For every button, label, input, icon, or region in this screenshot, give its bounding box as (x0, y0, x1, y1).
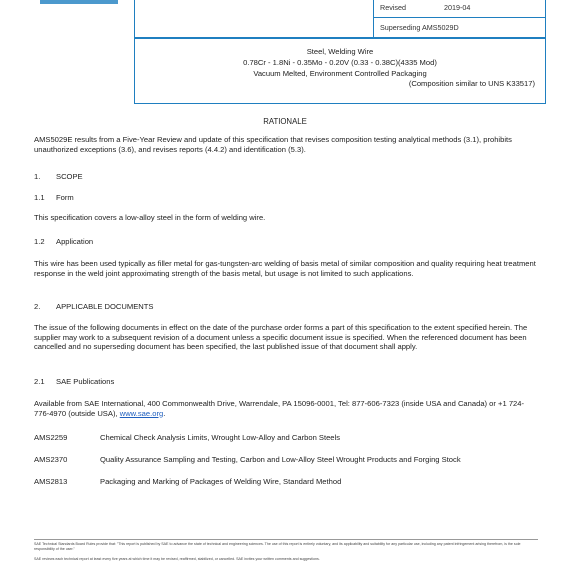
footer-disclaimer: SAE Technical Standards Board Rules provide that: "This report is published by SAE to advance the state of technical and engineering sciences. The use of this report is entirely voluntary, and its applicability and suitability for any particular use, including any patent infringement arising therefrom, is the sole responsibility of the user." (34, 542, 521, 551)
section-1-heading (34, 172, 83, 182)
rationale-heading: RATIONALE (263, 117, 307, 126)
sae-address-text: Available from SAE International, 400 Commonwealth Drive, Warrendale, PA 15096-0001, Tel: 877-606-7323 (inside USA and Canada) or +1 724-776-4970 (outside USA), (34, 399, 525, 418)
title-line-2: 0.78Cr - 1.8Ni - 0.35Mo - 0.20V (0.33 - 0.38C)(4335 Mod) (243, 58, 437, 67)
sae-website-link[interactable]: www.sae.org (119, 408, 164, 418)
header-info-box (134, 0, 546, 38)
document-code: AMS2370 (34, 455, 68, 464)
document-description: Packaging and Marking of Packages of Welding Wire, Standard Method (100, 477, 342, 486)
section-1-2-text: This wire has been used typically as filler metal for gas-tungsten-arc welding of basis metal of similar composition and quality requiring heat treatment response in the weld joint approximating strength of the basis metal, but usage is not limited to such applications. (34, 259, 536, 278)
document-description: Quality Assurance Sampling and Testing, Carbon and Low-Alloy Steel Wrought Products and Forging Stock (100, 455, 461, 464)
title-line-4: (Composition similar to UNS K33517) (408, 79, 535, 88)
header-accent-bar (40, 0, 118, 4)
section-1-2-heading (34, 237, 93, 247)
revised-label: Revised (380, 3, 406, 12)
header-divider (373, 0, 374, 37)
section-2-1-text (34, 399, 538, 418)
section-2-1-heading (34, 377, 114, 387)
section-1-1-heading (34, 193, 74, 203)
section-1-1-title: Form (56, 193, 74, 202)
section-1-number: 1. (34, 172, 41, 181)
revised-value: 2019-04 (444, 3, 471, 12)
footer-review-note: SAE reviews each technical report at least every five years at which time it may be revised, reaffirmed, stabilized, or cancelled. SAE invites your written comments and suggestions. (34, 557, 320, 561)
section-2-title: APPLICABLE DOCUMENTS (56, 302, 154, 311)
section-2-1-title: SAE Publications (56, 377, 115, 386)
document-description: Chemical Check Analysis Limits, Wrought Low-Alloy and Carbon Steels (100, 433, 341, 442)
superseding-row (380, 23, 459, 32)
section-1-title: SCOPE (56, 172, 83, 181)
rationale-text: AMS5029E results from a Five-Year Review and update of this specification that revises composition testing analytical methods (3.1), prohibits unauthorized exceptions (3.6), and revises reports (4.4.2) and identification (5.3). (34, 135, 512, 154)
section-1-1-number: 1.1 (34, 193, 45, 202)
document-code: AMS2259 (34, 433, 68, 442)
section-2-1-number: 2.1 (34, 377, 45, 386)
title-line-3: Vacuum Melted, Environment Controlled Packaging (253, 69, 427, 78)
document-code: AMS2813 (34, 477, 68, 486)
title-line-1: Steel, Welding Wire (306, 47, 374, 56)
section-1-2-title: Application (56, 237, 94, 246)
section-2-number: 2. (34, 302, 41, 311)
footer-divider (34, 539, 538, 540)
section-2-text: The issue of the following documents in effect on the date of the purchase order forms a part of this specification to the extent specified herein. The supplier may work to a subsequent revision of a document unless a specific document issue is specified. When the referenced document has been cancelled and no superseding document has been specified, the last published issue of that document shall apply. (34, 323, 528, 352)
sae-address-end: . (163, 408, 166, 418)
section-2-heading (34, 302, 153, 312)
header-row-divider (373, 17, 545, 18)
superseding-label: Superseding AMS5029D (380, 23, 459, 32)
section-1-1-text: This specification covers a low-alloy steel in the form of welding wire. (34, 213, 266, 222)
title-box (134, 38, 546, 104)
section-1-2-number: 1.2 (34, 237, 45, 246)
revised-row (380, 3, 471, 12)
